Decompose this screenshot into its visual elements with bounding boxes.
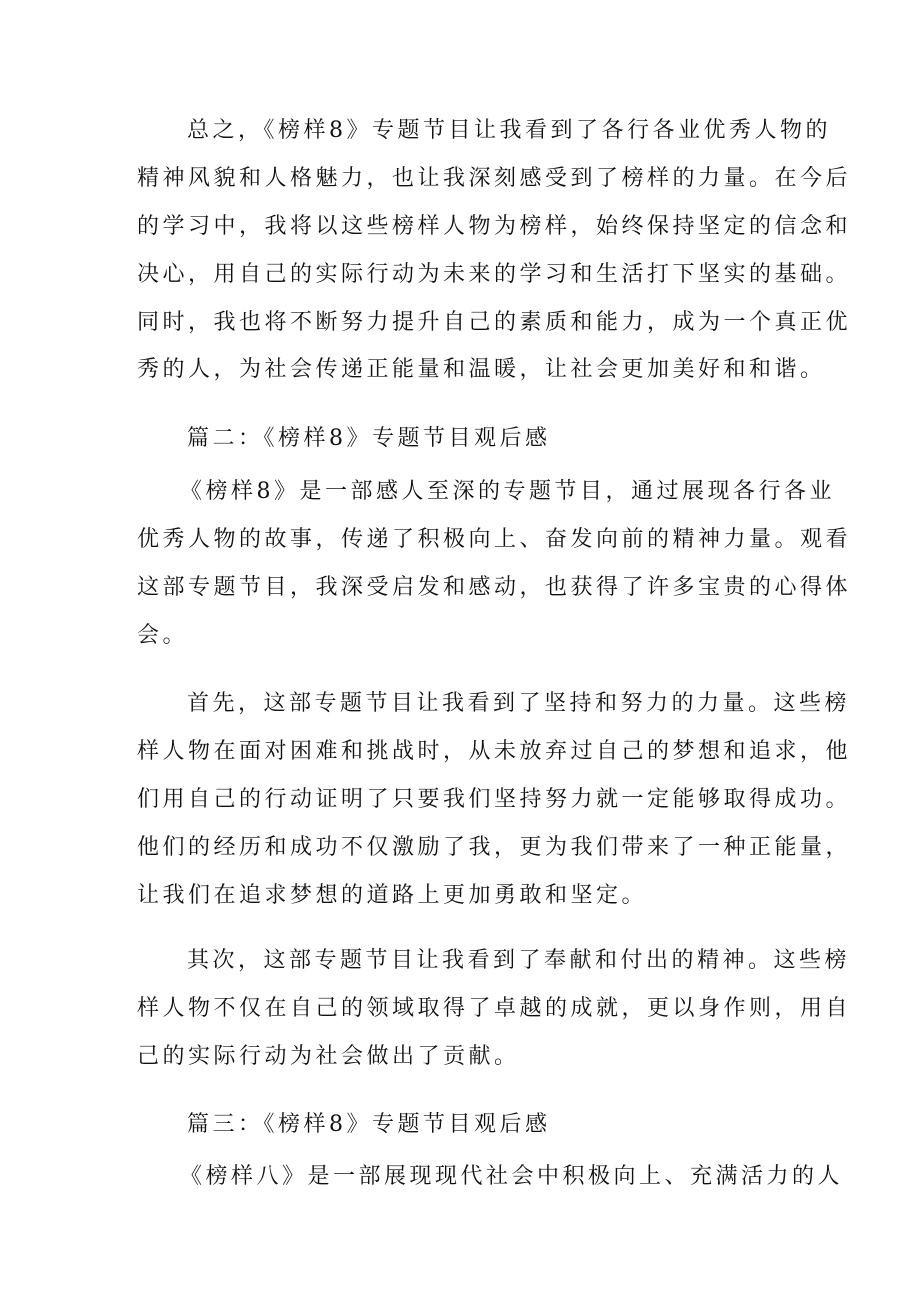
text-line: 这部专题节目，我深受启发和感动，也获得了许多宝贵的心得体	[137, 575, 852, 600]
text-line: 同时，我也将不断努力提升自己的素质和能力，成为一个真正优	[137, 310, 852, 335]
text-line: 其次，这部专题节目让我看到了奉献和付出的精神。这些榜	[187, 948, 851, 973]
text-line: 首先，这部专题节目让我看到了坚持和努力的力量。这些榜	[187, 691, 851, 716]
text-line: 会。	[137, 623, 189, 648]
text-line: 总之，《榜样8》专题节目让我看到了各行各业优秀人物的	[187, 118, 831, 143]
text-line: 决心，用自己的实际行动为未来的学习和生活打下坚实的基础。	[137, 262, 852, 287]
text-line: 《榜样8》是一部感人至深的专题节目，通过展现各行各业	[180, 479, 835, 504]
text-line: 优秀人物的故事，传递了积极向上、奋发向前的精神力量。观看	[137, 527, 852, 552]
section-heading: 篇二：《榜样8》专题节目观后感	[187, 426, 551, 451]
text-line: 的学习中，我将以这些榜样人物为榜样，始终保持坚定的信念和	[137, 214, 852, 239]
text-line: 《榜样八》是一部展现现代社会中积极向上、充满活力的人	[180, 1164, 844, 1189]
text-line: 样人物不仅在自己的领域取得了卓越的成就，更以身作则，用自	[137, 996, 852, 1021]
text-line: 样人物在面对困难和挑战时，从未放弃过自己的梦想和追求，他	[137, 739, 852, 764]
text-line: 让我们在追求梦想的道路上更加勇敢和坚定。	[137, 883, 648, 908]
text-line: 己的实际行动为社会做出了贡献。	[137, 1044, 520, 1069]
text-line: 秀的人，为社会传递正能量和温暖，让社会更加美好和和谐。	[137, 357, 826, 382]
text-line: 们用自己的行动证明了只要我们坚持努力就一定能够取得成功。	[137, 787, 852, 812]
section-heading: 篇三：《榜样8》专题节目观后感	[187, 1112, 551, 1137]
text-line: 精神风貌和人格魅力，也让我深刻感受到了榜样的力量。在今后	[137, 166, 852, 191]
text-line: 他们的经历和成功不仅激励了我，更为我们带来了一种正能量，	[137, 835, 852, 860]
